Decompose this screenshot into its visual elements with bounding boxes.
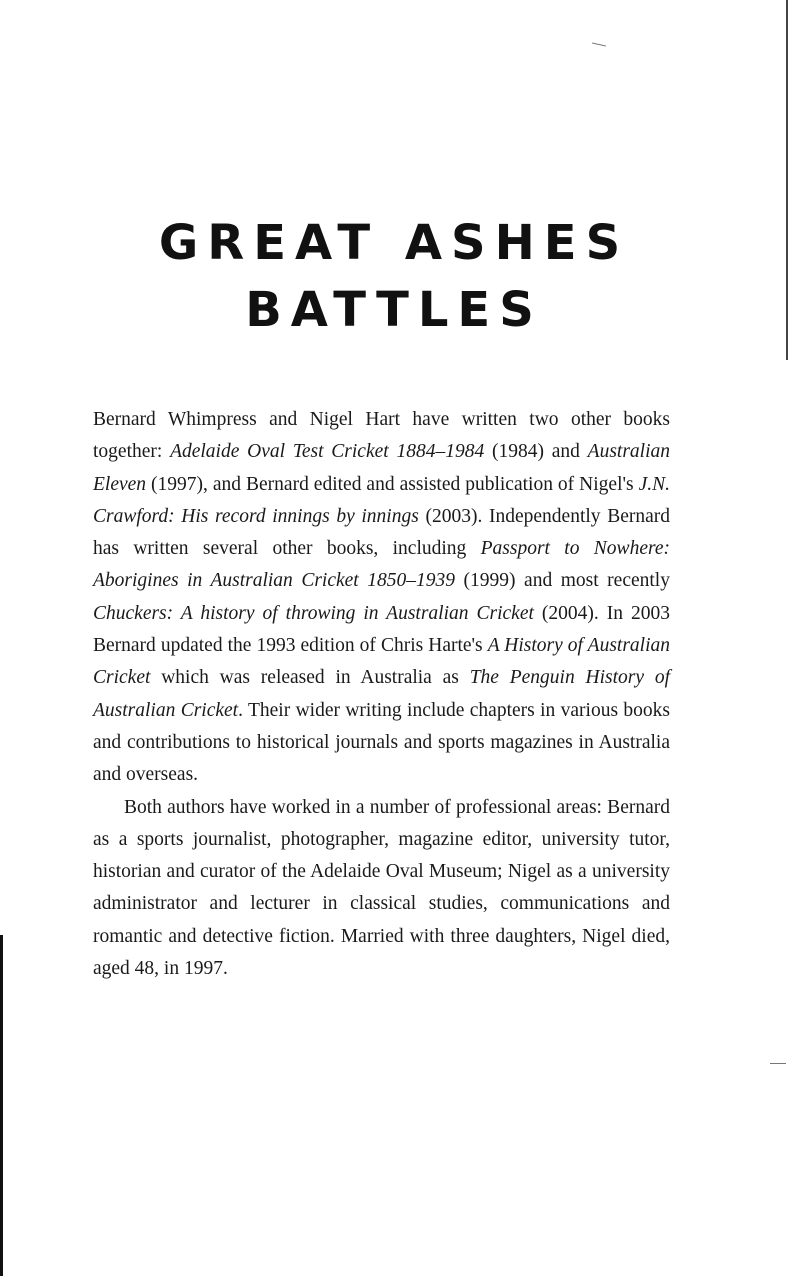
scan-edge-left — [0, 935, 3, 1276]
author-biography — [93, 404, 670, 985]
book-title-line-1: GREAT ASHES — [158, 215, 630, 271]
text-run: which was released in Australia as — [150, 667, 470, 689]
book-title-history-australian-cricket: A History of Australian Cricket — [93, 635, 671, 689]
text-run: (2004). In 2003 Bernard updated the 1993 edition of Chris Harte's — [93, 602, 670, 657]
book-title-crawford: J.N. Crawford: His record innings by innings — [93, 473, 670, 527]
book-title-penguin-history: The Penguin History of Australian Cricket — [93, 667, 670, 721]
scan-speck — [592, 43, 606, 47]
book-title-line-2: BATTLES — [245, 282, 543, 338]
book-title-chuckers: Chuckers: A history of throwing in Australian Cricket — [93, 602, 534, 624]
paragraph-careers: Both authors have worked in a number of professional areas: Bernard as a sports journalist, photographer, magazine editor, university tutor, historian and curator of the Adelaide Oval Museum; Nigel as a university administrator and lecturer in classical studies, communications and romantic and detective fiction. Married with three daughters, Nigel died, aged 48, in 1997. — [93, 796, 670, 980]
text-run: . Their wider writing include chapters in various books and contributions to historical journals and sports magazines in Australia and overseas. — [93, 699, 670, 786]
book-title-australian-eleven: Australian Eleven — [93, 441, 670, 495]
text-run: (1997), and Bernard edited and assisted publication of Nigel's — [146, 473, 639, 495]
text-run: (1999) and most recently — [455, 570, 670, 592]
scan-speck — [770, 1063, 786, 1064]
text-run: Bernard Whimpress and Nigel Hart have written two other books together: — [93, 409, 670, 463]
book-title-passport-to-nowhere: Passport to Nowhere: Aborigines in Australian Cricket 1850–1939 — [93, 538, 670, 592]
book-title-adelaide-oval: Adelaide Oval Test Cricket 1884–1984 — [170, 441, 485, 463]
paragraph-publications — [93, 404, 670, 792]
text-run: (1984) and — [484, 441, 588, 463]
text-run: (2003). Independently Bernard has written several other books, including — [93, 505, 670, 560]
